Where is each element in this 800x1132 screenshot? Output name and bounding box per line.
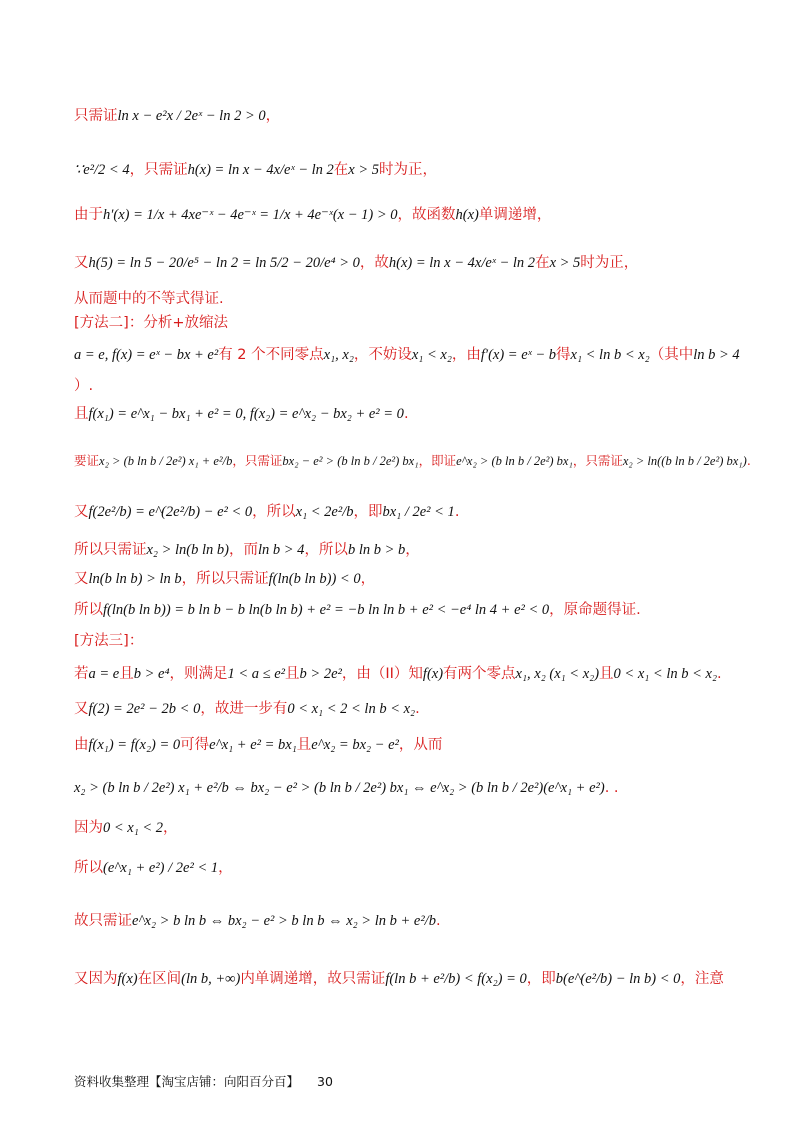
text-line [74, 451, 770, 471]
text-line [74, 289, 770, 309]
formula: x₁ < x₂ [411, 347, 452, 363]
line-text: [方法三]： [74, 633, 144, 649]
line-text: ，即 [526, 971, 556, 987]
line-text: 又 [74, 255, 89, 271]
line-text: ，而 [228, 542, 258, 558]
formula: f(ln b + e²/b) < f(x₂) = 0 [385, 971, 527, 987]
line-text: ）. [74, 378, 94, 394]
line-text: ，所以只需证 [181, 571, 269, 587]
line-text: ， [163, 820, 178, 836]
text-line [74, 969, 770, 989]
formula: ln(b ln b) > ln b [88, 571, 182, 587]
line-text: 又 [74, 571, 89, 587]
section-heading [74, 313, 770, 333]
line-text: ，注意 [680, 971, 724, 987]
formula: f(ln(b ln b)) = b ln b − b ln(b ln b) + e² = −b ln ln b + e² < −e⁴ ln 4 + e² < 0 [103, 602, 550, 618]
line-text: 又因为 [74, 971, 118, 987]
text-line [74, 540, 770, 560]
line-text: 在区间 [137, 971, 182, 987]
formula: f(x) [117, 971, 138, 987]
text-line [74, 858, 770, 878]
line-text: ，原命题得证. [549, 602, 641, 618]
line-text: 且 [599, 666, 614, 682]
line-text: （其中 [649, 347, 694, 363]
line-text: 内单调递增，故只需证 [240, 971, 386, 987]
formula: f(x) [422, 666, 444, 682]
text-line [74, 205, 770, 225]
formula: 0 < x₁ < ln b < x₂ [613, 666, 717, 682]
text-line [74, 345, 770, 365]
formula: e^x₂ = bx₂ − e² [311, 737, 399, 753]
formula: e²/2 < 4 [83, 162, 130, 178]
text-line [74, 569, 770, 589]
formula: f(x₁) = e^x₁ − bx₁ + e² = 0, f(x₂) = e^x₂ − bx₂ + e² = 0 [88, 406, 404, 422]
line-text: 所以只需证 [74, 542, 147, 558]
text-line [74, 735, 770, 755]
formula: e^x₂ > b ln b ⇔ bx₂ − e² > b ln b ⇔ x₂ > ln b + e²/b [132, 913, 436, 929]
line-text: 从而题中的不等式得证. [74, 291, 224, 307]
formula: 0 < x₁ < 2 [103, 820, 164, 836]
formula: f(2) = 2e² − 2b < 0 [88, 701, 201, 717]
formula: a = e [88, 666, 120, 682]
text-line [74, 404, 770, 424]
line-text: 所以 [74, 602, 103, 618]
formula: ln x − e²x / 2eˣ − ln 2 > 0 [117, 108, 266, 124]
text-line [74, 106, 770, 126]
text-line [74, 818, 770, 838]
formula: h′(x) = 1/x + 4xe⁻ˣ − 4e⁻ˣ = 1/x + 4e⁻ˣ(x − 1) > 0 [103, 207, 398, 223]
formula: a = e, f(x) = eˣ − bx + e² [74, 347, 219, 363]
formula: b ln b > b [347, 542, 406, 558]
formula: x₂ > ln(b ln b) [146, 542, 229, 558]
line-text: ，只需证 [572, 453, 623, 468]
line-text: ，从而 [398, 737, 443, 753]
line-text: 故只需证 [74, 913, 132, 929]
line-text: ，所以 [252, 504, 296, 520]
line-text: ，即证 [418, 453, 457, 468]
line-text: . [435, 913, 441, 929]
formula: b(e^(e²/b) − ln b) < 0 [555, 971, 681, 987]
formula: 0 < x₁ < 2 < ln b < x₂ [287, 701, 416, 717]
line-text: ，即 [353, 504, 383, 520]
line-text: ，故进一步有 [200, 701, 288, 717]
page-number: 30 [317, 1074, 333, 1089]
line-text: 时为正， [379, 162, 438, 178]
line-text: 单调递增， [478, 207, 552, 223]
formula: bx₁ / 2e² < 1 [382, 504, 455, 520]
text-line [74, 699, 770, 719]
line-text: . [746, 453, 751, 468]
page-footer [74, 1072, 333, 1090]
line-text: ， [405, 542, 420, 558]
line-text: ，故函数 [397, 207, 456, 223]
line-text: . [403, 406, 409, 422]
line-text: 因为 [74, 820, 103, 836]
formula: h(x) = ln x − 4x/eˣ − ln 2 [388, 255, 536, 271]
formula: h(x) = ln x − 4x/eˣ − ln 2 [187, 162, 334, 178]
formula: x₁, x₂ (x₁ < x₂) [515, 666, 600, 682]
formula: x₂ > (b ln b / 2e²) x₁ + e²/b ⇔ bx₂ − e² > (b ln b / 2e²) bx₁ ⇔ e^x₂ > (b ln b / 2e²)(e^x₁ + e²) [74, 780, 605, 796]
line-text: ，不妨设 [353, 347, 412, 363]
line-text: 在 [535, 255, 550, 271]
line-text: 且 [285, 666, 300, 682]
formula: x₁ < ln b < x₂ [570, 347, 650, 363]
formula: x₂ > ln((b ln b / 2e²) bx₁) [622, 454, 747, 468]
formula: ln b > 4 [257, 542, 305, 558]
formula: ∵ [74, 162, 84, 178]
text-line [74, 253, 770, 273]
line-text: 若 [74, 666, 89, 682]
line-text: 所以 [74, 860, 103, 876]
line-text: ，则满足 [169, 666, 228, 682]
text-line [74, 664, 770, 684]
line-text: ， [360, 571, 376, 587]
line-text: ，故 [359, 255, 389, 271]
section-heading [74, 631, 770, 651]
line-text: 时为正， [580, 255, 639, 271]
line-text: 要证 [74, 453, 100, 468]
formula: (ln b, +∞) [181, 971, 241, 987]
line-text: ，所以 [304, 542, 348, 558]
formula: bx₂ − e² > (b ln b / 2e²) bx₁ [282, 454, 419, 468]
text-line [74, 911, 770, 931]
line-text: ， [265, 108, 281, 124]
formula: f(x₁) = f(x₂) = 0 [88, 737, 181, 753]
line-text: 且 [74, 406, 89, 422]
line-text: 由 [74, 737, 89, 753]
line-text: 又 [74, 701, 89, 717]
line-text: 有 2 个不同零点 [218, 347, 324, 363]
line-text: 可得 [180, 737, 210, 753]
formula: h(5) = ln 5 − 20/e⁵ − ln 2 = ln 5/2 − 20/e⁴ > 0 [88, 255, 360, 271]
formula: f′(x) = eˣ − b [480, 347, 557, 363]
line-text: 有两个零点 [443, 666, 516, 682]
formula: x₁ < 2e²/b [295, 504, 354, 520]
line-text: ，只需证 [232, 453, 283, 468]
line-text: ，只需证 [129, 162, 188, 178]
formula: f(ln(b ln b)) < 0 [268, 571, 361, 587]
formula: f(2e²/b) = e^(2e²/b) − e² < 0 [88, 504, 253, 520]
formula: 1 < a ≤ e² [227, 666, 286, 682]
formula: b > 2e² [299, 666, 342, 682]
formula: b > e⁴ [133, 666, 170, 682]
formula: h(x) [455, 207, 479, 223]
formula: e^x₂ > (b ln b / 2e²) bx₁ [456, 454, 573, 468]
line-text: [方法二]：分析+放缩法 [74, 315, 228, 331]
line-text: 由于 [74, 207, 103, 223]
formula: (e^x₁ + e²) / 2e² < 1 [103, 860, 219, 876]
formula: x > 5 [549, 255, 581, 271]
text-line [74, 376, 770, 396]
line-text: 在 [333, 162, 349, 178]
text-line [74, 600, 770, 620]
formula: x > 5 [348, 162, 380, 178]
formula: x₁, x₂ [323, 347, 354, 363]
text-line [74, 502, 770, 522]
footer-text: 资料收集整理【淘宝店铺：向阳百分百】 [74, 1074, 300, 1089]
formula: e^x₁ + e² = bx₁ [209, 737, 297, 753]
line-text: . [415, 701, 420, 717]
line-text: 只需证 [74, 108, 118, 124]
formula: x₂ > (b ln b / 2e²) x₁ + e²/b [99, 454, 233, 468]
formula: ln b > 4 [693, 347, 740, 363]
line-text: 又 [74, 504, 89, 520]
text-line [74, 160, 770, 180]
line-text: 得 [556, 347, 571, 363]
line-text: 且 [296, 737, 312, 753]
line-text: ， [218, 860, 233, 876]
line-text: . [454, 504, 460, 520]
line-text: . . [604, 780, 619, 796]
line-text: . [717, 666, 722, 682]
line-text: ，由（II）知 [341, 666, 423, 682]
line-text: ，由 [451, 347, 481, 363]
line-text: 且 [119, 666, 134, 682]
text-line [74, 778, 770, 798]
